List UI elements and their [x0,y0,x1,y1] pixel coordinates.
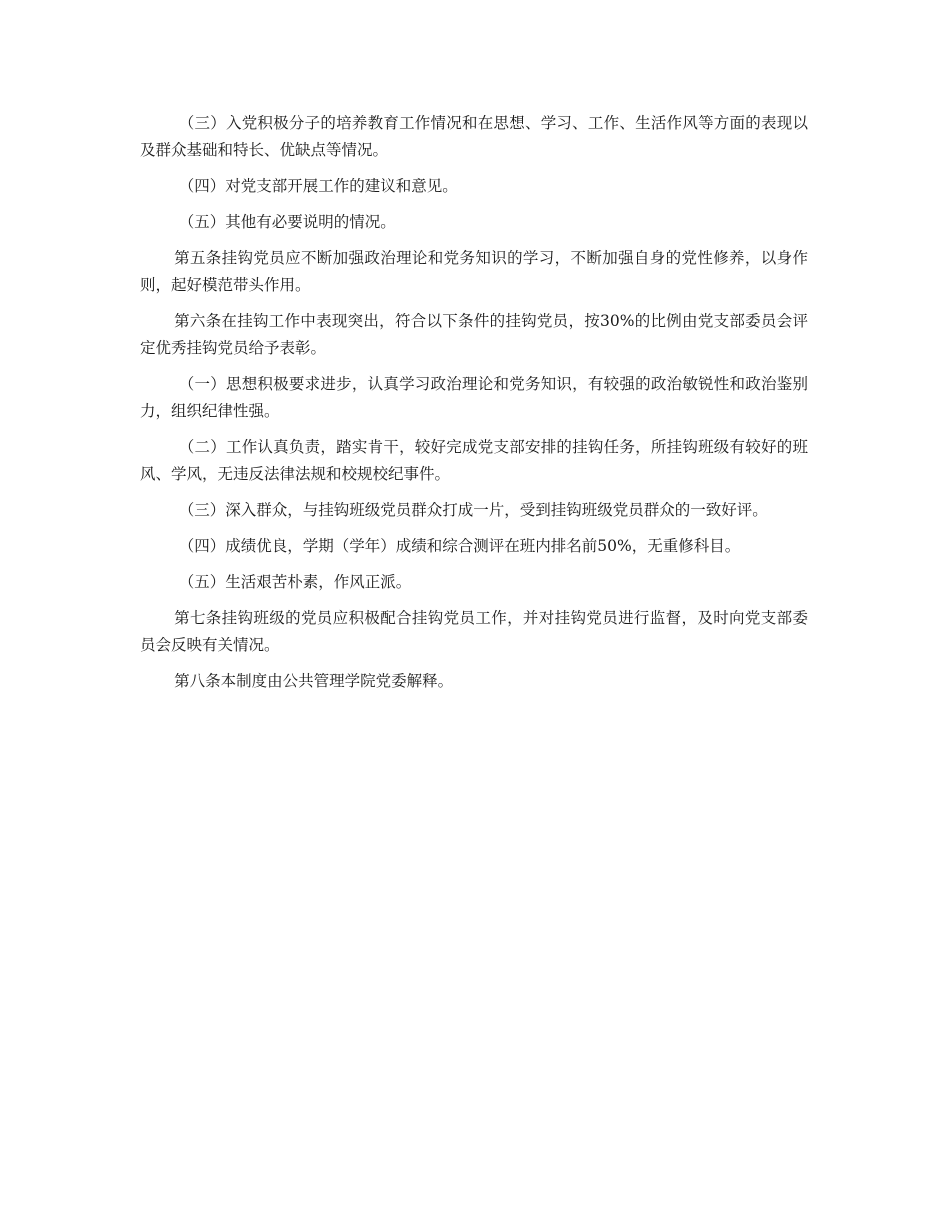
article-6-clause-4: （四）成绩优良，学期（学年）成绩和综合测评在班内排名前50%，无重修科目。 [178,537,741,555]
article-6-clause-2: （二）工作认真负责，踏实肯干，较好完成党支部安排的挂钩任务，所挂钩班级有较好的班风、学风，无违反法律法规和校规校纪事件。 [140,438,808,483]
clause-3-activist-training: （三）入党积极分子的培养教育工作情况和在思想、学习、工作、生活作风等方面的表现以及群众基础和特长、优缺点等情况。 [140,114,808,159]
article-6: 第六条在挂钩工作中表现突出，符合以下条件的挂钩党员，按30%的比例由党支部委员会评定优秀挂钩党员给予表彰。 [140,312,808,357]
article-5: 第五条挂钩党员应不断加强政治理论和党务知识的学习，不断加强自身的党性修养，以身作则，起好模范带头作用。 [140,249,808,294]
article-6-clause-3: （三）深入群众，与挂钩班级党员群众打成一片，受到挂钩班级党员群众的一致好评。 [178,501,768,519]
article-6-clause-1: （一）思想积极要求进步，认真学习政治理论和党务知识，有较强的政治敏锐性和政治鉴别力，组织纪律性强。 [140,375,808,420]
article-6-clause-5: （五）生活艰苦朴素，作风正派。 [178,573,412,591]
article-7: 第七条挂钩班级的党员应积极配合挂钩党员工作，并对挂钩党员进行监督，及时向党支部委员会反映有关情况。 [140,609,808,654]
clause-4-suggestions: （四）对党支部开展工作的建议和意见。 [178,177,458,195]
document-page [140,110,808,704]
article-8: 第八条本制度由公共管理学院党委解释。 [174,672,454,690]
clause-5-other-matters: （五）其他有必要说明的情况。 [178,213,396,231]
